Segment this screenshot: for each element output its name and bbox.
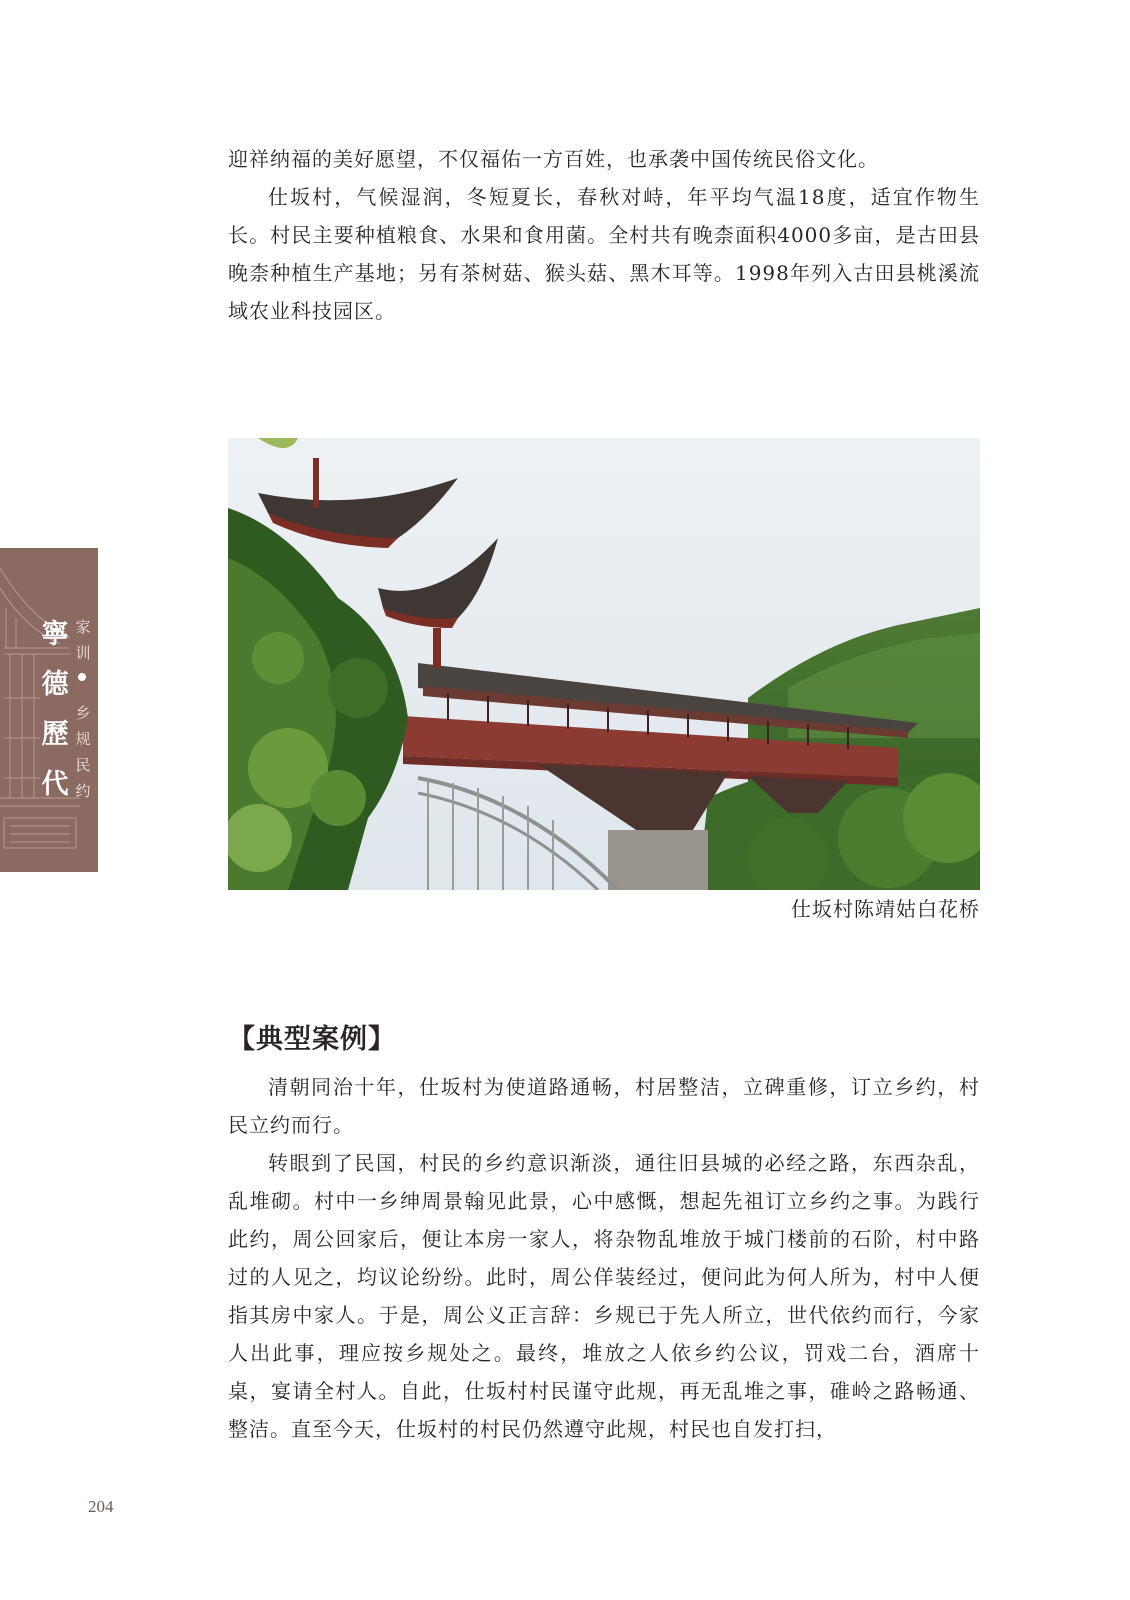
paragraph-case-1: 清朝同治十年，仕坂村为使道路通畅，村居整洁，立碑重修，订立乡约，村民立约而行。 [228, 1075, 980, 1137]
bridge-scene [228, 438, 980, 890]
tab-title-char: 代 [41, 769, 69, 800]
tab-subtitle-char: 家 [75, 618, 91, 636]
tab-title-char: 歷 [41, 719, 69, 750]
paragraph-continuation: 迎祥纳福的美好愿望，不仅福佑一方百姓，也承袭中国传统民俗文化。 [228, 147, 879, 171]
paragraph-case-2: 转眼到了民国，村民的乡约意识渐淡，通往旧县城的必经之路，东西杂乱，乱堆砌。村中一乡绅周景翰见此景，心中感慨，想起先祖订立乡约之事。为践行此约，周公回家后，便让本房一家人，将杂物乱堆放于城门楼前的石阶，村中路过的人见之，均议论纷纷。此时，周公佯装经过，便问此为何人所为，村中人便指其房中家人。于是，周公义正言辞：乡规已于先人所立，世代依约而行，今家人出此事，理应按乡规处之。最终，堆放之人依乡约公议，罚戏二台，酒席十桌，宴请全村人。自此，仕坂村村民谨守此规，再无乱堆之事，碓岭之路畅通、整洁。直至今天，仕坂村的村民仍然遵守此规，村民也自发打扫， [228, 1151, 980, 1441]
page-number: 204 [88, 1497, 114, 1516]
tab-subtitle-char: 训 [75, 644, 91, 662]
tab-subtitle-rules [74, 700, 92, 804]
tab-subtitle-char: 约 [75, 782, 91, 800]
tab-subtitle-family [74, 614, 92, 666]
photo-caption: 仕坂村陈靖姑白花桥 [791, 897, 980, 921]
tab-separator-dot [78, 673, 86, 681]
tab-subtitle-char: 规 [75, 730, 91, 748]
section-heading: 【典型案例】 [228, 1024, 396, 1055]
paragraph-village-intro: 仕坂村，气候湿润，冬短夏长，春秋对峙，年平均气温18度，适宜作物生长。村民主要种植粮食、水果和食用菌。全村共有晚柰面积4000多亩，是古田县晚柰种植生产基地；另有茶树菇、猴头菇、黑木耳等。1998年列入古田县桃溪流域农业科技园区。 [228, 185, 980, 323]
tab-subtitle-char: 乡 [75, 704, 91, 722]
tab-title [38, 610, 72, 810]
tab-subtitle-char: 民 [75, 756, 91, 774]
tab-title-char: 德 [41, 669, 69, 700]
covered-bridge-photo [228, 438, 980, 890]
side-chapter-tab [0, 548, 98, 872]
tab-title-char: 寧 [41, 619, 69, 650]
